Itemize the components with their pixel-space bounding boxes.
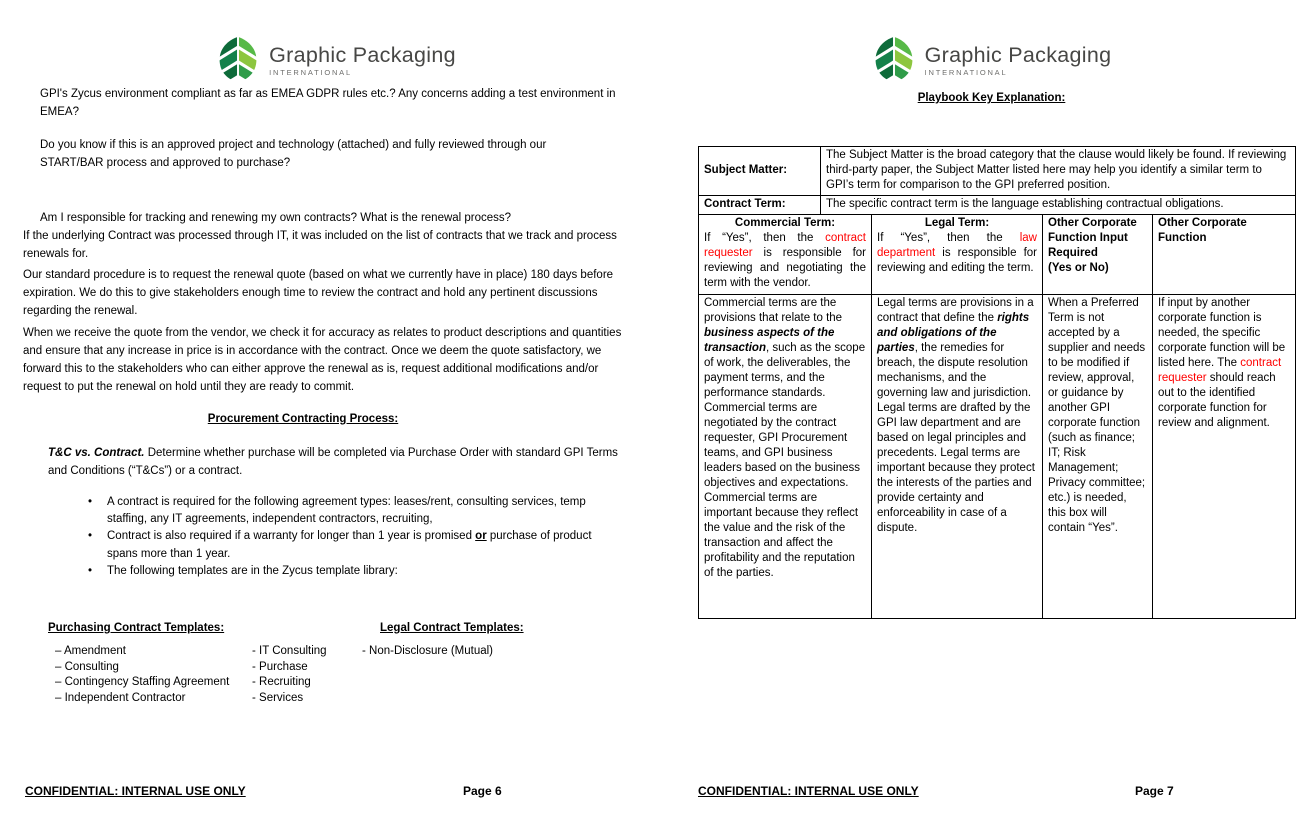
brand-name: Graphic Packaging (924, 42, 1112, 67)
answer-contract-tracking: If the underlying Contract was processed through IT, it was included on the list of contracts that we track and process renewals for. (23, 230, 617, 260)
playbook-key-table (698, 146, 1295, 619)
purchasing-templates-column-1 (55, 644, 229, 706)
key-definitions-table (698, 146, 1296, 215)
template-list-item: - IT Consulting (252, 645, 327, 657)
template-list-item: - Purchase (252, 660, 308, 673)
contract-term-label: Contract Term: (699, 196, 821, 215)
commercial-term-body: Commercial terms are the provisions that relate to the business aspects of the transaction, such as the scope of work, the deliverables, the payment terms, and the performance standards. Commercial terms are negotiated by the contract requester, GPI Procurement teams, and GPI business leaders based on the business objectives and expectations. Commercial terms are important because they reflect the value and the risk of the transaction and affect the profitability and the reputation of the parties. (699, 295, 872, 619)
legal-templates-heading: Legal Contract Templates: (380, 622, 524, 634)
page-number: Page 6 (463, 784, 502, 798)
leaf-logo-icon (216, 36, 260, 84)
template-list-item: – Consulting (55, 660, 119, 673)
company-logo (672, 36, 1311, 84)
tc-vs-contract-paragraph: T&C vs. Contract. Determine whether purchase will be completed via Purchase Order with standard GPI Terms and Conditions (“T&Cs”) or a contract. (48, 447, 618, 477)
other-input-header (1043, 215, 1153, 295)
commercial-term-desc: If “Yes”, then the contract requester is responsible for reviewing and negotiating the term with the vendor. (704, 232, 866, 289)
contract-requirements-list (70, 494, 622, 580)
term-types-table (698, 214, 1296, 619)
list-item: • Contract is also required if a warranty for longer than 1 year is promised or purchase of product spans more than 1 year. (70, 528, 622, 562)
template-list-item: - Services (252, 691, 304, 704)
purchasing-templates-heading: Purchasing Contract Templates: (48, 622, 225, 634)
legal-term-header (872, 215, 1043, 295)
subject-matter-label: Subject Matter: (699, 147, 821, 196)
template-list-item: - Non-Disclosure (Mutual) (362, 645, 494, 657)
brand-subtitle: INTERNATIONAL (269, 67, 352, 77)
list-item: • A contract is required for the following agreement types: leases/rent, consulting services, temp staffing, any IT agreements, independent contractors, recruiting, (70, 494, 622, 528)
other-input-body: When a Preferred Term is not accepted by a supplier and needs to be modified if review, approval, or guidance by another GPI corporate function (such as finance; IT; Risk Management; Privacy committee; etc.) is needed, this box will contain “Yes”. (1043, 295, 1153, 619)
other-function-header (1153, 215, 1296, 295)
purchasing-templates-column-2 (252, 644, 327, 706)
question-approved-project: Do you know if this is an approved project and technology (attached) and fully reviewed through our START/BAR process and approved to purchase? (40, 139, 547, 169)
list-item: • The following templates are in the Zycus template library: (70, 563, 622, 580)
legal-term-desc: If “Yes”, then the law department is responsible for reviewing and editing the term. (877, 232, 1037, 274)
page-number: Page 7 (1135, 784, 1174, 798)
legal-term-body: Legal terms are provisions in a contract that define the rights and obligations of the parties, the remedies for breach, the dispute resolution mechanisms, and the governing law and jurisdiction. Legal terms are drafted by the GPI law department and are based on legal principles and precedents. Legal terms are important because they protect the interests of the parties and provide certainty and enforceability in case of a dispute. (872, 295, 1043, 619)
playbook-key-heading: Playbook Key Explanation: (917, 92, 1066, 104)
subject-matter-definition: The Subject Matter is the broad category that the clause would likely be found. If reviewing third-party paper, the Subject Matter listed here may help you identify a similar term to GPI’s term for comparison to the GPI preferred position. (821, 147, 1296, 196)
question-zycus-gdpr: GPI's Zycus environment compliant as far as EMEA GDPR rules etc.? Any concerns adding a test environment in EMEA? (40, 88, 616, 118)
commercial-term-title: Commercial Term: (734, 217, 836, 229)
question-renewal-process: Am I responsible for tracking and renewing my own contracts? What is the renewal process? (40, 212, 512, 224)
answer-standard-procedure: Our standard procedure is to request the renewal quote (based on what we currently have in place) 180 days before expiration. We do this to give stakeholders enough time to review the contract and hold any pertinent discussions regarding the renewal. (23, 269, 614, 317)
template-list-item: – Independent Contractor (55, 691, 186, 704)
commercial-term-header (699, 215, 872, 295)
brand-subtitle: INTERNATIONAL (924, 67, 1008, 77)
confidential-footer: CONFIDENTIAL: INTERNAL USE ONLY (25, 784, 246, 798)
company-logo (0, 36, 672, 84)
other-function-title: Other Corporate Function (1158, 217, 1247, 244)
procurement-process-heading: Procurement Contracting Process: (207, 413, 399, 425)
leaf-logo-icon (872, 36, 916, 84)
answer-quote-review: When we receive the quote from the vendor, we check it for accuracy as relates to product descriptions and quantities and ensure that any increase in price is in accordance with the contract. Once we deem the quote satisfactory, we forward this to the stakeholders who can either approve the renewal as is, request additional modifications and/or request to put the renewal on hold until they are ready to commit. (23, 327, 622, 393)
legal-templates-column (362, 644, 493, 660)
template-list-item: – Amendment (55, 645, 126, 657)
contract-term-definition: The specific contract term is the language establishing contractual obligations. (821, 196, 1296, 215)
other-function-body: If input by another corporate function is needed, the specific corporate function will be listed here. The contract requester should reach out to the identified corporate function for review and alignment. (1153, 295, 1296, 619)
confidential-footer: CONFIDENTIAL: INTERNAL USE ONLY (698, 784, 919, 798)
template-list-item: - Recruiting (252, 676, 311, 689)
brand-name: Graphic Packaging (269, 42, 456, 67)
legal-term-title: Legal Term: (924, 217, 990, 229)
other-input-title: Other Corporate Function Input Required (1048, 217, 1137, 259)
other-input-title-2: (Yes or No) (1048, 262, 1109, 274)
document-page-7 (672, 0, 1311, 828)
template-list-item: – Contingency Staffing Agreement (55, 676, 230, 689)
